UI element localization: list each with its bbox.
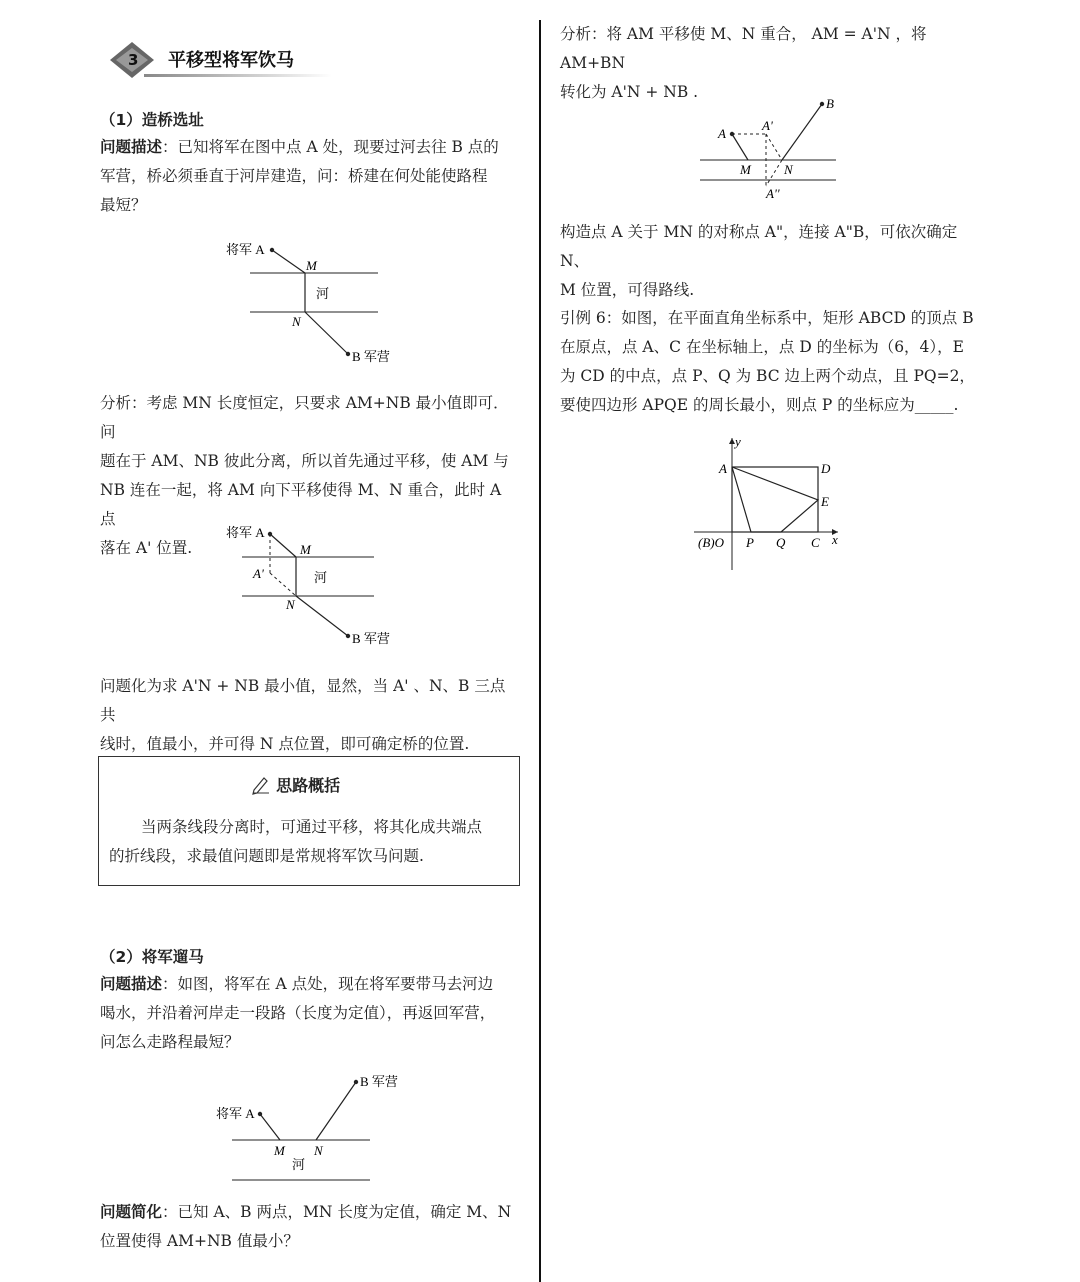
summary-title-row bbox=[249, 773, 340, 796]
construct-line: M 位置，可得路线. bbox=[560, 281, 695, 299]
label-river: 河 bbox=[292, 1157, 306, 1172]
label-e: E bbox=[821, 494, 829, 509]
analysis-line: 分析：考虑 MN 长度恒定，只要求 AM+NB 最小值即可．问 bbox=[100, 394, 509, 441]
analysis-line: 落在 A' 位置. bbox=[100, 539, 193, 557]
example-line: 要使四边形 APQE 的周长最小，则点 P 的坐标应为_____. bbox=[560, 396, 959, 414]
part1-heading: （1）造桥选址 bbox=[100, 111, 204, 129]
simplify-label: 问题简化 bbox=[100, 1203, 163, 1221]
part1-conclusion bbox=[100, 672, 520, 759]
analysis-line: 题在于 AM、NB 彼此分离，所以首先通过平移，使 AM 与 bbox=[100, 452, 509, 470]
problem-label: 问题描述 bbox=[100, 138, 163, 156]
summary-line: 的折线段，求最值问题即是常规将军饮马问题. bbox=[109, 847, 424, 865]
label-q: Q bbox=[776, 535, 786, 550]
label-general-a: 将军 A bbox=[216, 1106, 255, 1121]
label-b: B bbox=[826, 96, 834, 111]
problem-line: ：已知将军在图中点 A 处，现要过河去往 B 点的 bbox=[162, 138, 499, 156]
pencil-icon bbox=[249, 774, 271, 796]
label-n: N bbox=[784, 162, 793, 177]
problem-line: 军营，桥必须垂直于河岸建造，问：桥建在何处能使路程 bbox=[100, 167, 488, 185]
label-camp-b: B 军营 bbox=[352, 631, 390, 646]
simplify-line: ：已知 A、B 两点，MN 长度为定值，确定 M、N bbox=[162, 1203, 512, 1221]
summary-box bbox=[98, 756, 520, 886]
problem-line: 喝水，并沿着河岸走一段路（长度为定值），再返回军营， bbox=[100, 1004, 496, 1022]
label-river: 河 bbox=[314, 570, 328, 585]
label-x: x bbox=[832, 532, 838, 547]
label-m: M bbox=[306, 258, 317, 273]
section-title: 平移型将军饮马 bbox=[168, 50, 294, 71]
label-a-double: A'' bbox=[766, 186, 780, 201]
label-n: N bbox=[286, 597, 295, 612]
label-general-a: 将军 A bbox=[226, 242, 265, 257]
label-n: N bbox=[292, 314, 301, 329]
horse-figure bbox=[210, 1068, 398, 1186]
label-p: P bbox=[746, 535, 754, 550]
label-y: y bbox=[735, 434, 741, 449]
conclusion-line: 问题化为求 A'N + NB 最小值，显然，当 A' 、N、B 三点共 bbox=[100, 677, 506, 724]
label-general-a: 将军 A bbox=[226, 525, 265, 540]
example-line: 为 CD 的中点，点 P、Q 为 BC 边上两个动点，且 PQ=2， bbox=[560, 367, 975, 385]
section-number: 3 bbox=[128, 51, 139, 69]
summary-title: 思路概括 bbox=[276, 776, 341, 795]
problem-line: ：如图，将军在 A 点处，现在将军要带马去河边 bbox=[162, 975, 494, 993]
label-a: A bbox=[718, 126, 726, 141]
bridge-figure-1 bbox=[220, 238, 400, 368]
label-m: M bbox=[740, 162, 751, 177]
analysis-line: 分析：将 AM 平移使 M、N 重合， AM = A'N ，将 AM+BN bbox=[560, 25, 927, 72]
problem-line: 问怎么走路程最短？ bbox=[100, 1033, 240, 1051]
label-n: N bbox=[314, 1143, 323, 1158]
analysis-line: NB 连在一起，将 AM 向下平移使得 M、N 重合，此时 A 点 bbox=[100, 481, 502, 528]
label-m: M bbox=[274, 1143, 285, 1158]
label-c: C bbox=[811, 535, 820, 550]
column-divider bbox=[539, 20, 541, 1282]
reflection-figure bbox=[696, 94, 846, 204]
section-header bbox=[104, 40, 334, 82]
simplify-line: 位置使得 AM+NB 值最小？ bbox=[100, 1232, 299, 1250]
part1-problem bbox=[100, 133, 520, 220]
part2-heading: （2）将军遛马 bbox=[100, 948, 204, 966]
example-line: 引例 6：如图，在平面直角坐标系中，矩形 ABCD 的顶点 B bbox=[560, 309, 974, 327]
coordinate-figure bbox=[694, 434, 844, 574]
part2-problem bbox=[100, 970, 520, 1057]
analysis-line: 转化为 A'N + NB . bbox=[560, 83, 699, 101]
construct-line: 构造点 A 关于 MN 的对称点 A"，连接 A"B，可依次确定 N、 bbox=[560, 223, 958, 270]
bridge-figure-2 bbox=[220, 520, 400, 652]
label-a-prime: A' bbox=[762, 118, 773, 133]
summary-line: 当两条线段分离时，可通过平移，将其化成共端点 bbox=[141, 818, 483, 836]
example-line: 在原点，点 A、C 在坐标轴上，点 D 的坐标为（6，4），E bbox=[560, 338, 964, 356]
problem-line: 最短？ bbox=[100, 196, 147, 214]
label-m: M bbox=[300, 542, 311, 557]
label-river: 河 bbox=[316, 286, 330, 301]
label-camp-b: B 军营 bbox=[352, 349, 390, 364]
label-a-prime: A' bbox=[253, 566, 264, 581]
right-construct bbox=[560, 218, 990, 305]
part2-simplify bbox=[100, 1198, 520, 1256]
label-camp-b: B 军营 bbox=[360, 1074, 398, 1089]
conclusion-line: 线时，值最小，并可得 N 点位置，即可确定桥的位置. bbox=[100, 735, 470, 753]
problem-label: 问题描述 bbox=[100, 975, 163, 993]
label-a: A bbox=[719, 461, 727, 476]
summary-text bbox=[109, 813, 509, 871]
example-6 bbox=[560, 304, 990, 420]
label-origin: (B)O bbox=[698, 535, 724, 550]
label-d: D bbox=[821, 461, 831, 476]
